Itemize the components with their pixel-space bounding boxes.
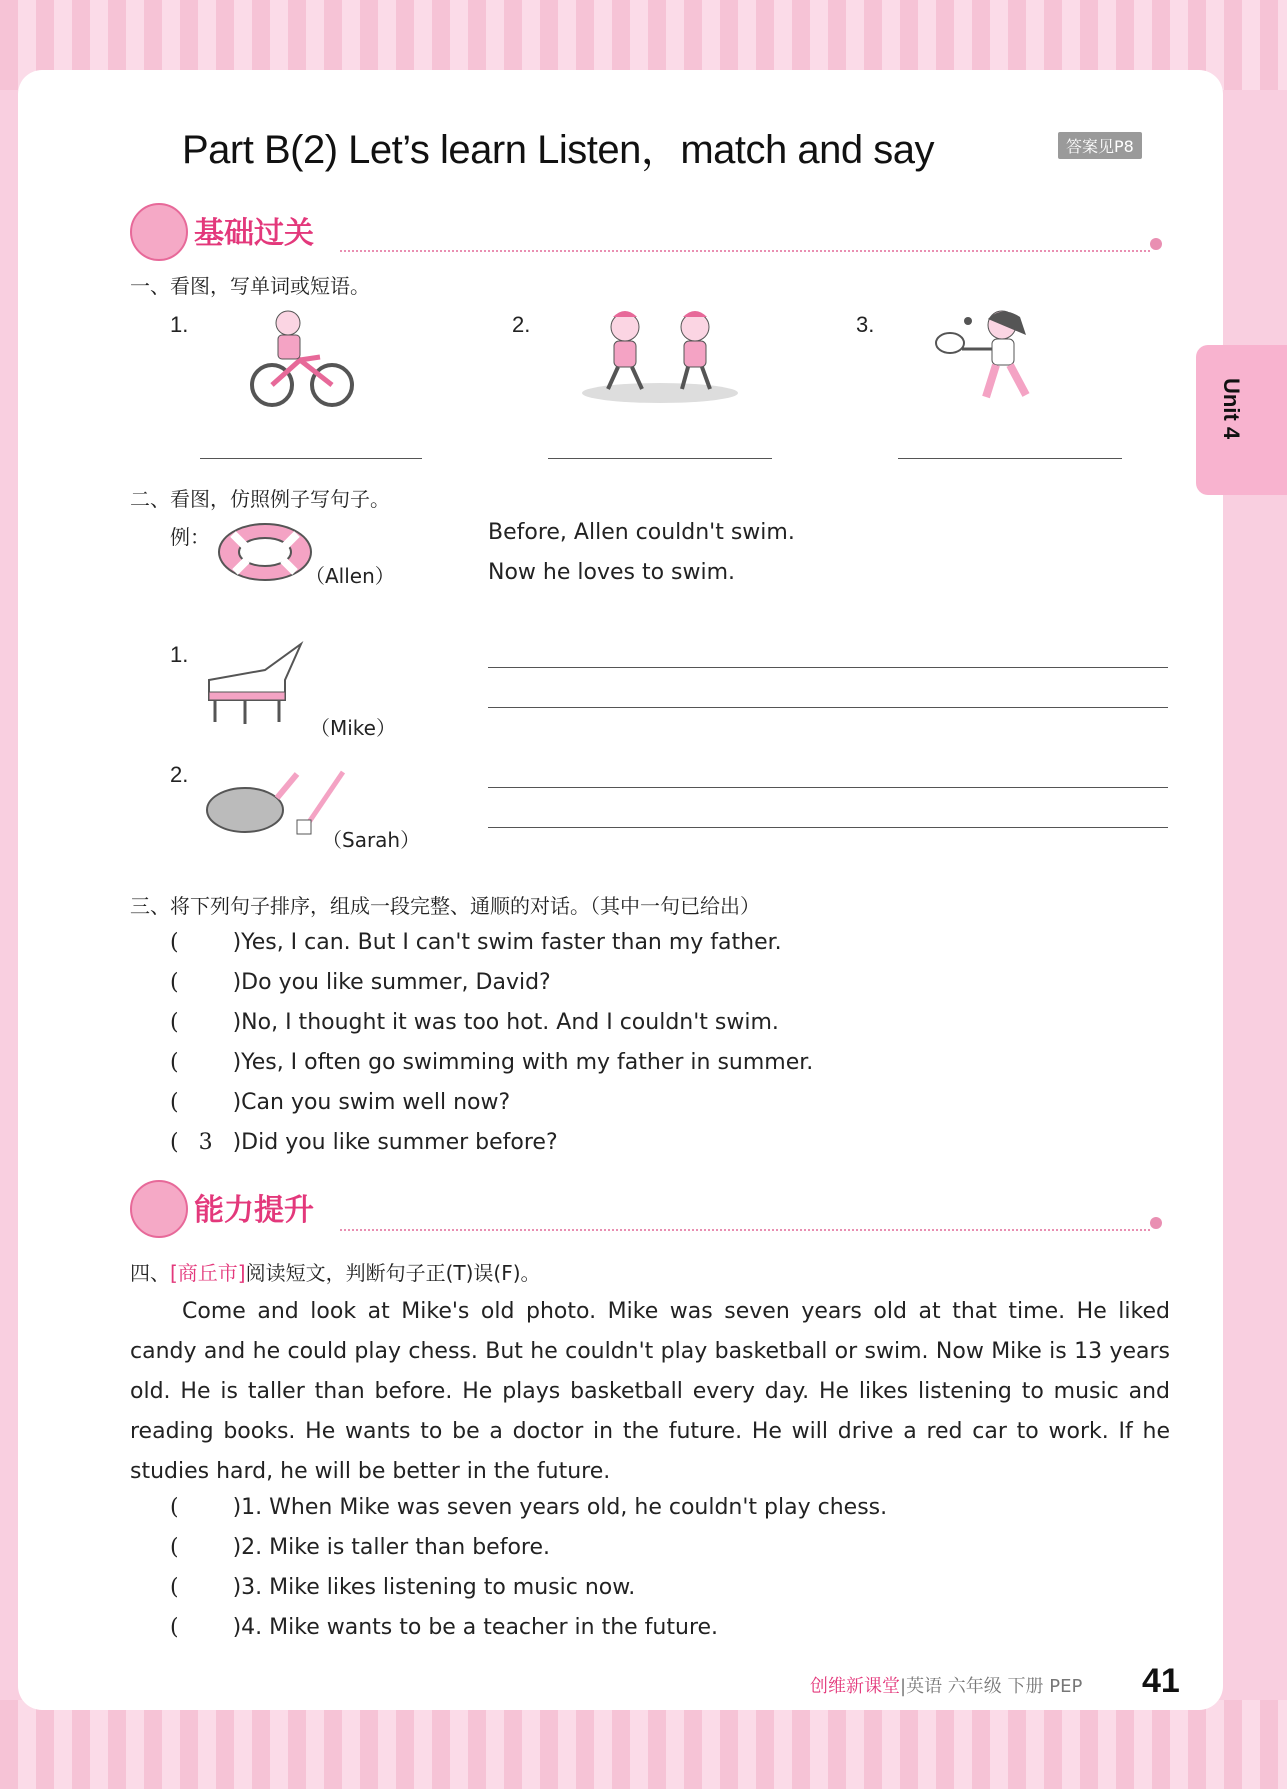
example-name: （Allen） <box>305 564 395 588</box>
dialogue-text: )Yes, I often go swimming with my father in summer. <box>232 1050 814 1075</box>
kids-ice-skating-icon <box>580 305 740 405</box>
section-divider <box>340 1229 1150 1231</box>
dialogue-item <box>170 970 551 995</box>
dialogue-text: )Did you like summer before? <box>232 1130 558 1155</box>
tf-item <box>170 1495 887 1520</box>
page-title: Part B(2) Let’s learn Listen，match and say <box>182 128 934 172</box>
tf-text: )4. Mike wants to be a teacher in the future. <box>232 1615 719 1640</box>
swim-ring-icon <box>215 520 315 585</box>
answer-paren-open: ( <box>170 930 179 955</box>
q3-prompt-note: （其中一句已给出） <box>590 894 760 918</box>
q2-item-2-number: 2. <box>170 762 189 787</box>
answer-blank[interactable]: 3 <box>198 1130 213 1155</box>
answer-paren-open: ( <box>170 1575 179 1600</box>
q1-item-3-number: 3. <box>856 312 875 337</box>
dialogue-text: )No, I thought it was too hot. And I couldn't swim. <box>232 1010 779 1035</box>
answer-line[interactable] <box>200 458 422 459</box>
dialogue-item <box>170 1090 510 1115</box>
region-tag: [商丘市] <box>170 1261 246 1285</box>
answer-line[interactable] <box>488 707 1168 708</box>
q4-prompt-prefix: 四、 <box>130 1261 170 1285</box>
footer-separator: | <box>900 1676 907 1697</box>
q2-item-1-number: 1. <box>170 642 189 667</box>
page-footer <box>810 1672 1082 1698</box>
dialogue-text: )Yes, I can. But I can't swim faster than my father. <box>232 930 782 955</box>
footer-subject: 英语 六年级 下册 PEP <box>906 1676 1083 1697</box>
page-number: 41 <box>1142 1662 1180 1700</box>
answer-paren-open: ( <box>170 970 179 995</box>
q1-item-1-number: 1. <box>170 312 189 337</box>
answer-paren-open: ( <box>170 1090 179 1115</box>
tf-item <box>170 1615 718 1640</box>
dialogue-item <box>170 930 782 955</box>
answer-paren-open: ( <box>170 1615 179 1640</box>
section-basic-icon <box>130 203 188 261</box>
answer-line[interactable] <box>488 787 1168 788</box>
girl-riding-bike-icon <box>250 305 360 410</box>
tf-text: )2. Mike is taller than before. <box>232 1535 550 1560</box>
q2-prompt: 二、看图，仿照例子写句子。 <box>130 487 390 511</box>
footer-brand: 创维新课堂 <box>810 1676 900 1697</box>
answer-line[interactable] <box>548 458 772 459</box>
item-2-name: （Sarah） <box>322 828 421 852</box>
page-frame-bottom <box>0 1700 1287 1789</box>
reading-passage <box>130 1292 1170 1492</box>
girl-playing-badminton-icon <box>930 305 1060 410</box>
answer-paren-open: ( <box>170 1535 179 1560</box>
q4-prompt <box>130 1257 541 1286</box>
piano-icon <box>205 640 305 730</box>
section-advanced-icon <box>130 1180 188 1238</box>
answer-paren-open: ( <box>170 1130 179 1155</box>
q3-prompt <box>130 890 760 919</box>
divider-dot-icon <box>1150 1217 1162 1229</box>
answer-line[interactable] <box>488 667 1168 668</box>
section-divider <box>340 250 1150 252</box>
q4-prompt-main: 阅读短文，判断句子正(T)误(F)。 <box>245 1261 541 1285</box>
answer-line[interactable] <box>898 458 1122 459</box>
example-sentence-2: Now he loves to swim. <box>488 560 736 585</box>
answer-paren-open: ( <box>170 1010 179 1035</box>
q1-prompt: 一、看图，写单词或短语。 <box>130 274 370 298</box>
example-label: 例： <box>170 525 210 549</box>
tf-text: )1. When Mike was seven years old, he couldn't play chess. <box>232 1495 888 1520</box>
answer-paren-open: ( <box>170 1050 179 1075</box>
dialogue-item <box>170 1010 779 1035</box>
dialogue-text: )Do you like summer, David? <box>232 970 551 995</box>
q3-prompt-main: 三、将下列句子排序，组成一段完整、通顺的对话。 <box>130 894 590 918</box>
example-sentence-1: Before, Allen couldn't swim. <box>488 520 795 545</box>
answer-line[interactable] <box>488 827 1168 828</box>
dialogue-item <box>170 1130 558 1155</box>
tf-item <box>170 1575 635 1600</box>
tf-item <box>170 1535 550 1560</box>
answer-reference-badge: 答案见P8 <box>1058 132 1142 159</box>
divider-dot-icon <box>1150 238 1162 250</box>
unit-tab-label: Unit 4 <box>1219 378 1244 440</box>
answer-paren-open: ( <box>170 1495 179 1520</box>
q1-item-2-number: 2. <box>512 312 531 337</box>
passage-text: Come and look at Mike's old photo. Mike was seven years old at that time. He liked candy and he could play chess. But he couldn't play basketball or swim. Now Mike is 13 years old. He is taller than before. He plays basketball every day. He likes listening to music and reading books. He wants to be a doctor in the future. He will drive a red car to work. If he studies hard, he will be better in the future. <box>130 1299 1170 1484</box>
dialogue-item <box>170 1050 813 1075</box>
section-basic-heading: 基础过关 <box>194 216 314 251</box>
tf-text: )3. Mike likes listening to music now. <box>232 1575 636 1600</box>
item-1-name: （Mike） <box>310 716 396 740</box>
section-advanced-heading: 能力提升 <box>194 1193 314 1228</box>
dialogue-text: )Can you swim well now? <box>232 1090 511 1115</box>
